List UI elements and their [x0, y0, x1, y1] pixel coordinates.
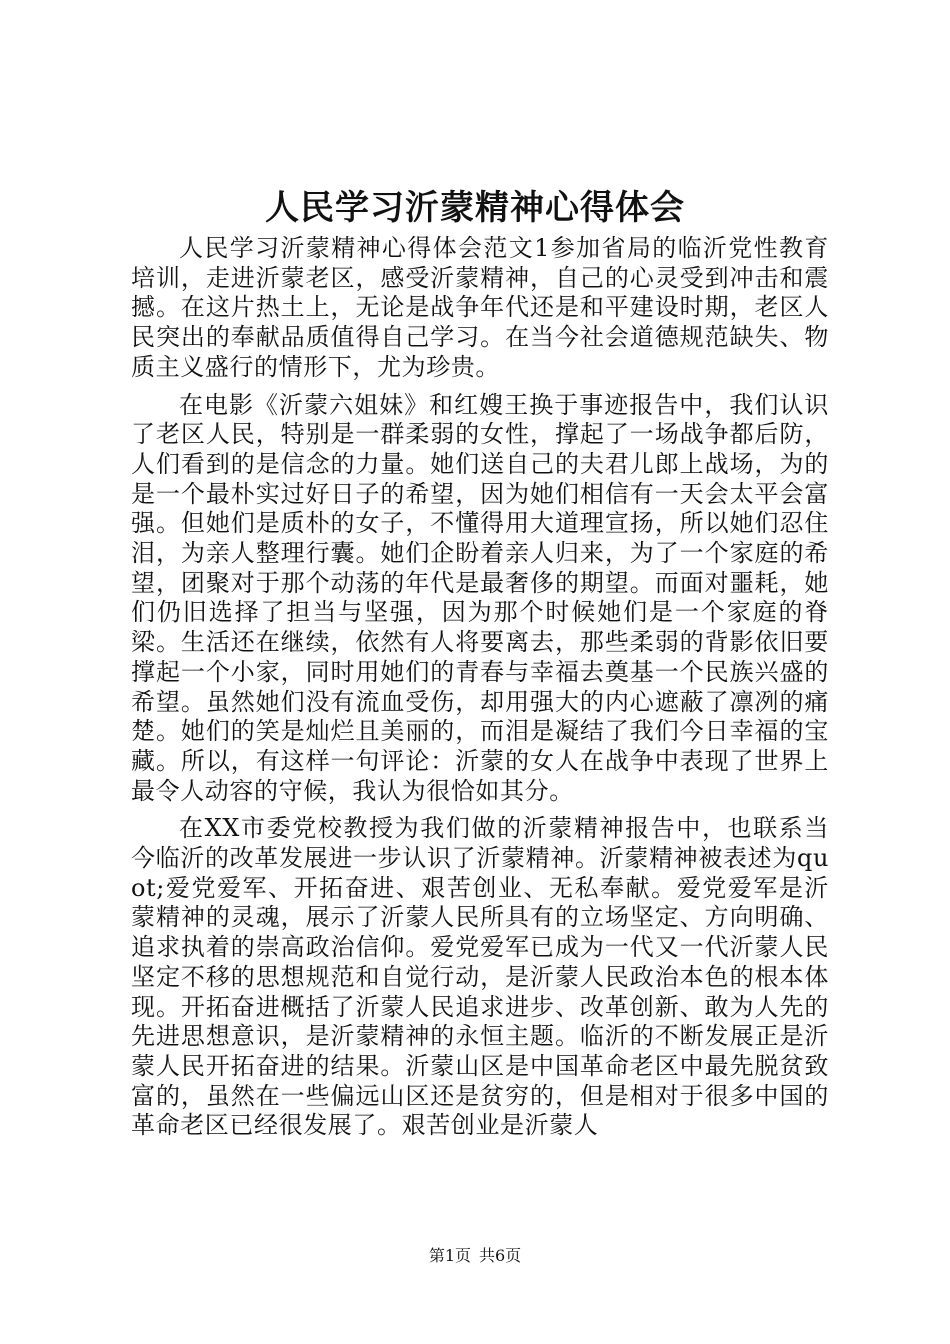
paragraph-1: 人民学习沂蒙精神心得体会范文1参加省局的临沂党性教育培训，走进沂蒙老区，感受沂蒙精神，自己的心灵受到冲击和震撼。在这片热土上，无论是战争年代还是和平建设时期，老区人民突出的奉献品质值得自己学习。在当今社会道德规范缺失、物质主义盛行的情形下，尤为珍贵。 [131, 234, 829, 381]
page-number-current: 第1页 [428, 1246, 471, 1265]
page-number-total: 共6页 [479, 1246, 522, 1265]
paragraph-3: 在XX市委党校教授为我们做的沂蒙精神报告中，也联系当今临沂的改革发展进一步认识了沂蒙精神。沂蒙精神被表述为quot;爱党爱军、开拓奋进、艰苦创业、无私奉献。爱党爱军是沂蒙精神的灵魂，展示了沂蒙人民所具有的立场坚定、方向明确、追求执着的崇高政治信仰。爱党爱军已成为一代又一代沂蒙人民坚定不移的思想规范和自觉行动，是沂蒙人民政治本色的根本体现。开拓奋进概括了沂蒙人民追求进步、改革创新、敢为人先的先进思想意识，是沂蒙精神的永恒主题。临沂的不断发展正是沂蒙人民开拓奋进的结果。沂蒙山区是中国革命老区中最先脱贫致富的，虽然在一些偏远山区还是贫穷的，但是相对于很多中国的革命老区已经很发展了。艰苦创业是沂蒙人 [131, 814, 829, 1140]
page-footer [0, 1244, 950, 1268]
document-body [131, 234, 829, 1141]
document-title: 人民学习沂蒙精神心得体会 [265, 188, 685, 228]
paragraph-2: 在电影《沂蒙六姐妹》和红嫂王换于事迹报告中，我们认识了老区人民，特别是一群柔弱的女性，撑起了一场战争都后防，人们看到的是信念的力量。她们送自己的夫君儿郎上战场，为的是一个最朴实过好日子的希望，因为她们相信有一天会太平会富强。但她们是质朴的女子，不懂得用大道理宣扬，所以她们忍住泪，为亲人整理行囊。她们企盼着亲人归来，为了一个家庭的希望，团聚对于那个动荡的年代是最奢侈的期望。而面对噩耗，她们仍旧选择了担当与坚强，因为那个时候她们是一个家庭的脊梁。生活还在继续，依然有人将要离去，那些柔弱的背影依旧要撑起一个小家，同时用她们的青春与幸福去奠基一个民族兴盛的希望。虽然她们没有流血受伤，却用强大的内心遮蔽了凛冽的痛楚。她们的笑是灿烂且美丽的，而泪是凝结了我们今日幸福的宝藏。所以，有这样一句评论：沂蒙的女人在战争中表现了世界上最令人动容的守候，我认为很恰如其分。 [131, 390, 829, 805]
